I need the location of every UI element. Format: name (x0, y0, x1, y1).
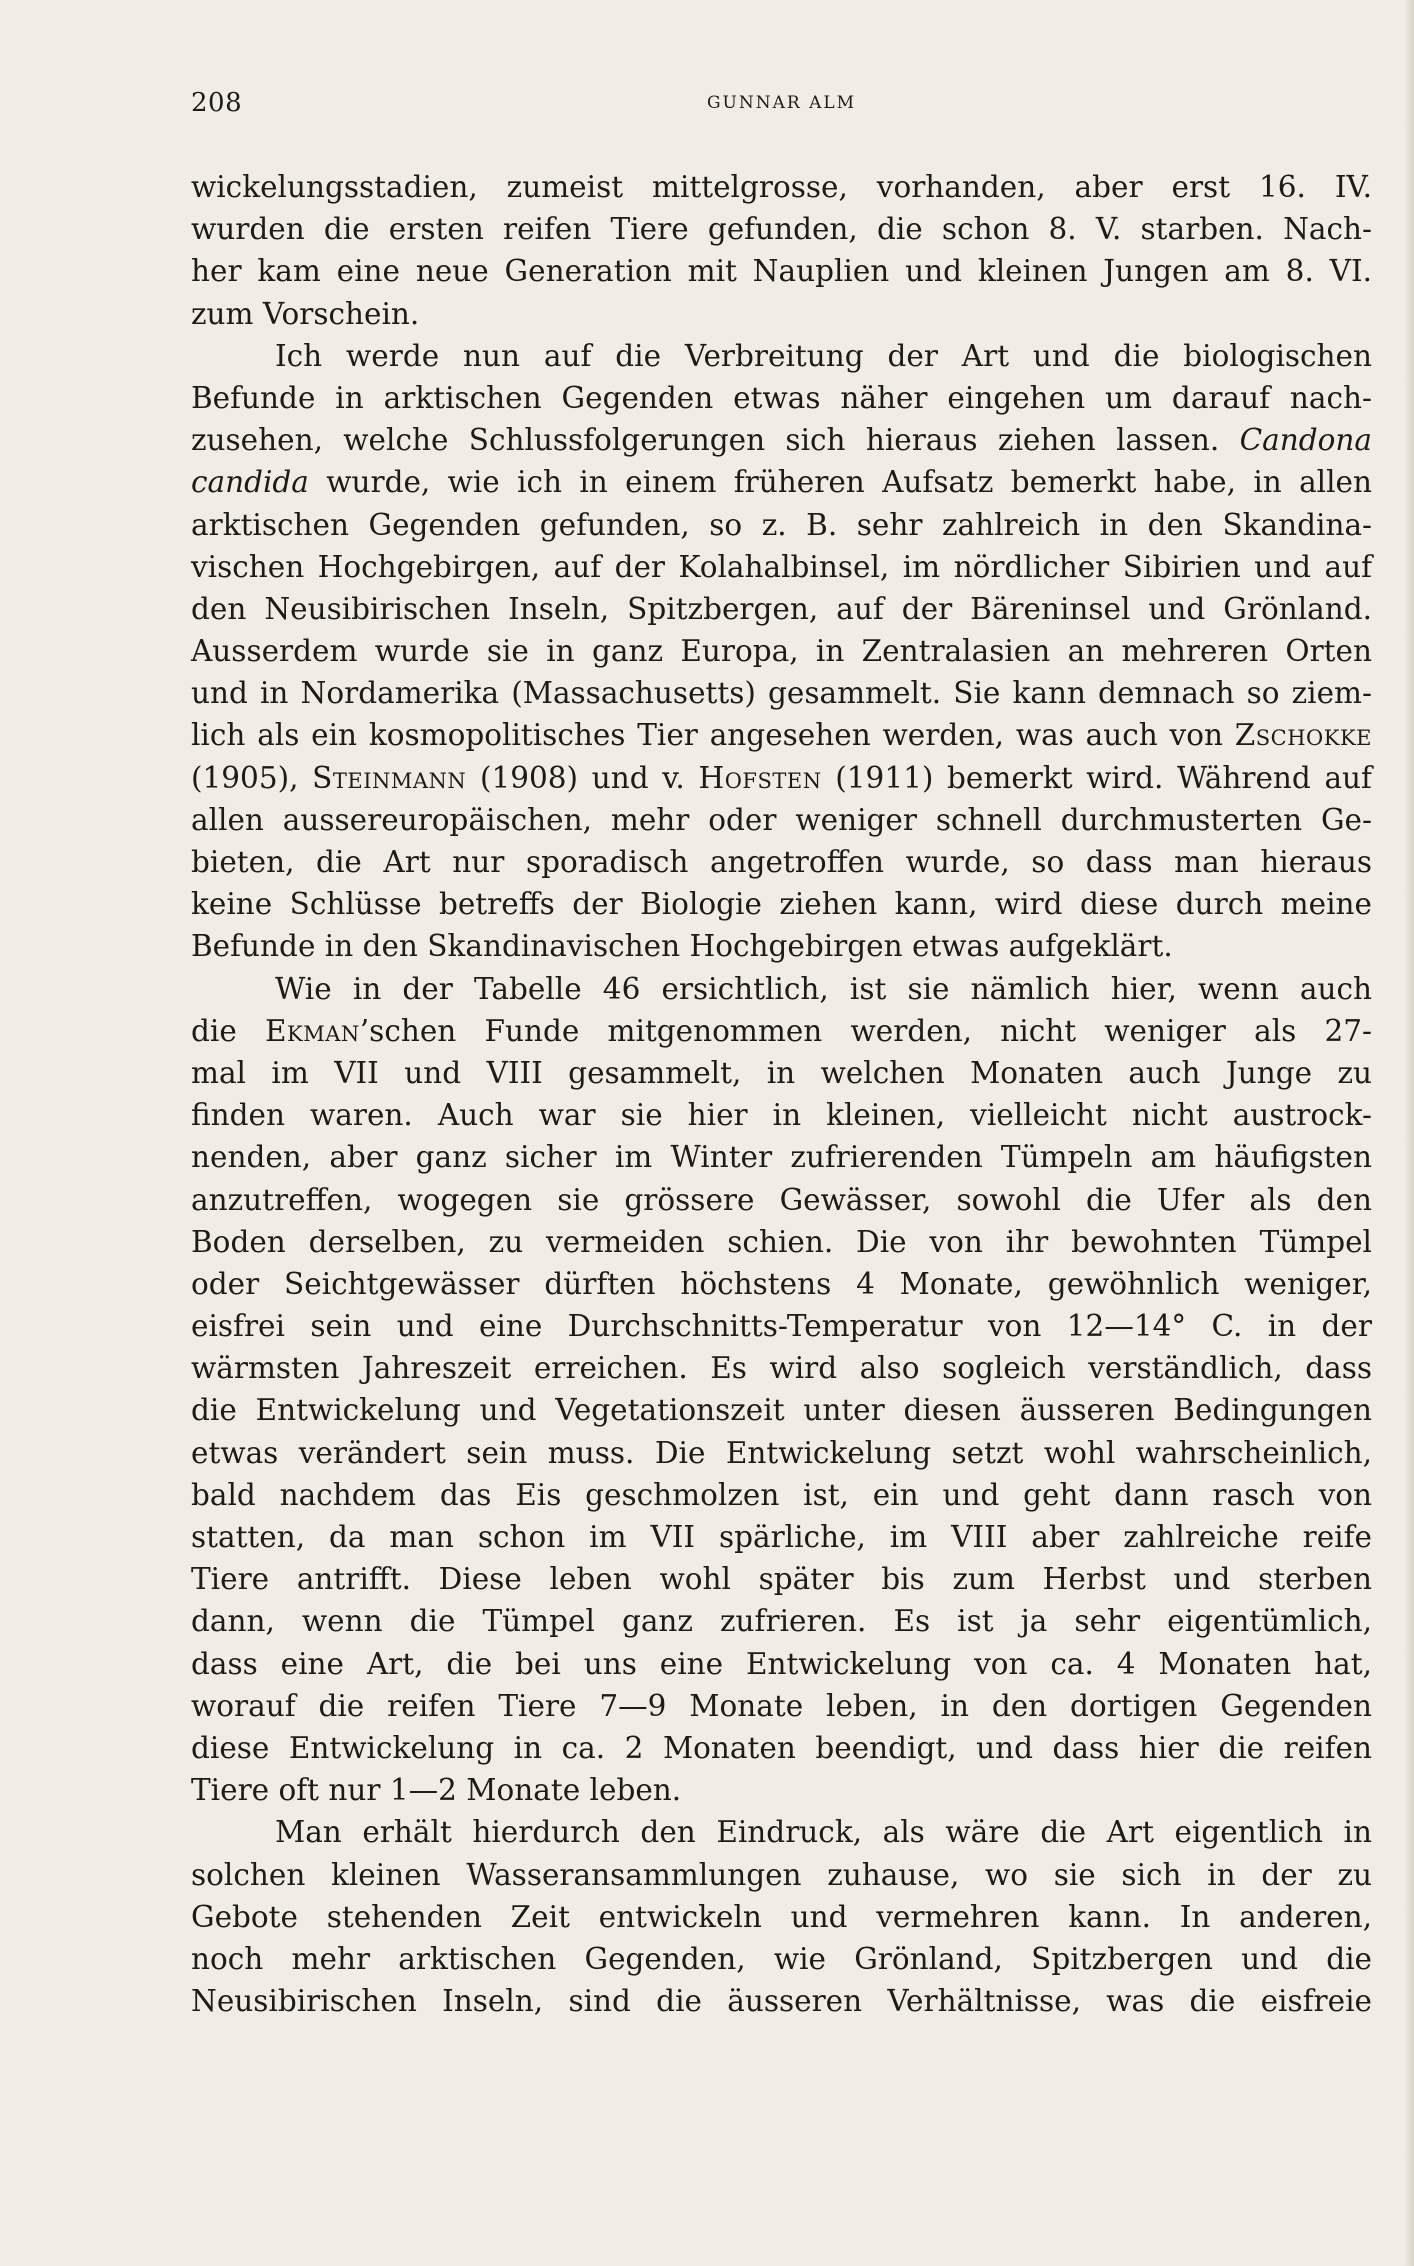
text-line: Tiere antrifft. Diese leben wohl später bis zum Herbst und sterben (191, 1562, 1372, 1597)
author-name-smallcaps: Steinmann (312, 760, 467, 795)
text-line (191, 714, 1372, 756)
text-line: nenden, aber ganz sicher im Winter zufrierenden Tümpeln am häufigsten (191, 1140, 1372, 1175)
text-span: (1905), (191, 760, 299, 795)
author-name-smallcaps: Zschokke (1234, 718, 1372, 753)
text-line: arktischen Gegenden gefunden, so z. B. sehr zahlreich in den Skandina- (191, 507, 1372, 542)
text-line: vischen Hochgebirgen, auf der Kolahalbinsel, im nördlicher Sibirien und auf (191, 549, 1372, 584)
text-line: keine Schlüsse betreffs der Biologie ziehen kann, wird diese durch meine (191, 887, 1372, 922)
paragraph-end-line: Tiere oft nur 1—2 Monate leben. (191, 1773, 682, 1808)
text-line: anzutreffen, wogegen sie grössere Gewässer, sowohl die Ufer als den (191, 1182, 1372, 1217)
author-name-smallcaps: Hofsten (698, 760, 822, 795)
text-line: diese Entwickelung in ca. 2 Monaten beendigt, und dass hier die reifen (191, 1730, 1372, 1765)
paragraph-start-line: Ich werde nun auf die Verbreitung der Art und die biologischen (275, 338, 1372, 373)
text-line: wickelungsstadien, zumeist mittelgrosse, vorhanden, aber erst 16. IV. (191, 170, 1372, 204)
text-span: (1911) bemerkt wird. Während auf (835, 760, 1372, 795)
paragraph-end-line: zum Vorschein. (191, 296, 420, 331)
text-span: die (191, 1013, 237, 1048)
text-line: und in Nordamerika (Massachusetts) gesammelt. Sie kann demnach so ziem- (191, 676, 1372, 711)
text-line: Befunde in arktischen Gegenden etwas näher eingehen um darauf nach- (191, 380, 1372, 415)
page-edge-shadow (1404, 0, 1414, 2266)
text-line: eisfrei sein und eine Durchschnitts-Temperatur von 12—14° C. in der (191, 1309, 1372, 1344)
species-name-italic: Candona (1239, 423, 1372, 458)
text-line: statten, da man schon im VII spärliche, im VIII aber zahlreiche reife (191, 1520, 1372, 1554)
text-line: worauf die reifen Tiere 7—9 Monate leben, in den dortigen Gegenden (191, 1688, 1372, 1723)
text-span: (1908) und v. (479, 760, 685, 795)
page-number: 208 (191, 88, 243, 118)
text-line: etwas verändert sein muss. Die Entwickelung setzt wohl wahrscheinlich, (191, 1435, 1372, 1470)
text-line (191, 419, 1372, 461)
text-span: zusehen, welche Schlussfolgerungen sich hieraus ziehen lassen. (191, 423, 1220, 458)
text-line: wärmsten Jahreszeit erreichen. Es wird also sogleich verständlich, dass (191, 1351, 1372, 1386)
text-line: noch mehr arktischen Gegenden, wie Grönland, Spitzbergen und die (191, 1941, 1372, 1976)
text-line (191, 1010, 1372, 1052)
text-line (191, 757, 1372, 799)
text-line: Gebote stehenden Zeit entwickeln und vermehren kann. In anderen, (191, 1899, 1372, 1934)
text-line: dass eine Art, die bei uns eine Entwickelung von ca. 4 Monaten hat, (191, 1646, 1372, 1681)
running-head (191, 88, 1372, 128)
text-span: wurde, wie ich in einem früheren Aufsatz bemerkt habe, in allen (326, 465, 1372, 500)
text-line: Neusibirischen Inseln, sind die äusseren Verhältnisse, was die eisfreie (191, 1984, 1372, 2019)
species-name-italic: candida (191, 465, 309, 500)
text-line: bieten, die Art nur sporadisch angetroffen wurde, so dass man hieraus (191, 845, 1372, 879)
text-line (191, 461, 1372, 503)
text-line: finden waren. Auch war sie hier in kleinen, vielleicht nicht austrock- (191, 1098, 1372, 1133)
text-span: lich als ein kosmopolitisches Tier angesehen werden, was auch von (191, 718, 1223, 753)
paragraph-end-line: Befunde in den Skandinavischen Hochgebirgen etwas aufgeklärt. (191, 929, 1173, 964)
running-head-author: GUNNAR ALM (706, 93, 857, 113)
text-line: Ausserdem wurde sie in ganz Europa, in Zentralasien an mehreren Orten (191, 634, 1372, 669)
text-span: ’schen Funde mitgenommen werden, nicht weniger als 27- (359, 1013, 1372, 1048)
text-line: oder Seichtgewässer dürften höchstens 4 Monate, gewöhnlich weniger, (191, 1266, 1372, 1301)
text-line: den Neusibirischen Inseln, Spitzbergen, auf der Bäreninsel und Grönland. (191, 591, 1372, 626)
paragraph-start-line: Wie in der Tabelle 46 ersichtlich, ist sie nämlich hier, wenn auch (275, 971, 1372, 1006)
text-line: die Entwickelung und Vegetationszeit unter diesen äusseren Bedingungen (191, 1393, 1372, 1428)
text-line: wurden die ersten reifen Tiere gefunden, die schon 8. V. starben. Nach- (191, 212, 1372, 247)
text-line: Boden derselben, zu vermeiden schien. Die von ihr bewohnten Tümpel (191, 1224, 1372, 1259)
text-line: mal im VII und VIII gesammelt, in welchen Monaten auch Junge zu (191, 1055, 1372, 1090)
text-line: dann, wenn die Tümpel ganz zufrieren. Es ist ja sehr eigentümlich, (191, 1604, 1372, 1639)
body-text (191, 166, 1372, 2022)
author-name-smallcaps: Ekman (265, 1013, 360, 1048)
paragraph-start-line: Man erhält hierdurch den Eindruck, als wäre die Art eigentlich in (275, 1815, 1372, 1850)
text-line: allen aussereuropäischen, mehr oder weniger schnell durchmusterten Ge- (191, 802, 1372, 837)
text-line: solchen kleinen Wasseransammlungen zuhause, wo sie sich in der zu (191, 1857, 1372, 1892)
text-line: her kam eine neue Generation mit Nauplien und kleinen Jungen am 8. VI. (191, 254, 1372, 289)
text-line: bald nachdem das Eis geschmolzen ist, ein und geht dann rasch von (191, 1477, 1372, 1512)
